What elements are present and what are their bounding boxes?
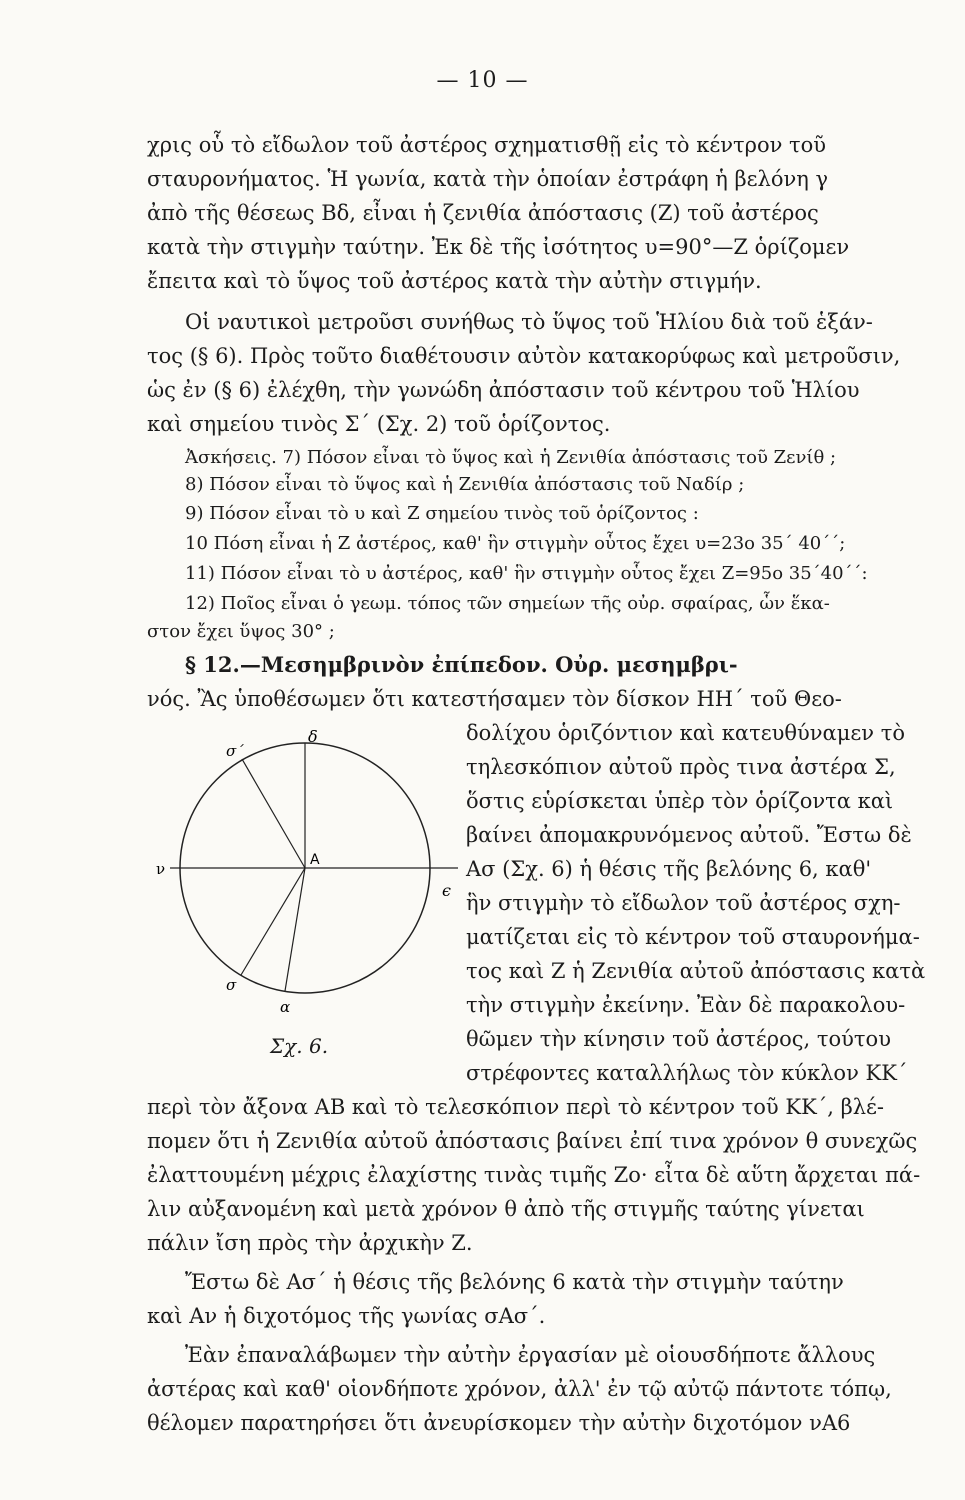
exercise-line: 12) Ποῖος εἶναι ὁ γεωμ. τόπος τῶν σημείων τῆς οὐρ. σφαίρας, ὧν ἕκα- <box>185 593 830 614</box>
text-line: νός. Ἂς ὑποθέσωμεν ὅτι κατεστήσαμεν τὸν δίσκον ΗΗ΄ τοῦ Θεο- <box>147 687 842 711</box>
text-line: ἔπειτα καὶ τὸ ὕψος τοῦ ἀστέρος κατὰ τὴν αὐτὴν στιγμήν. <box>147 269 762 293</box>
text-line: Οἱ ναυτικοὶ μετροῦσι συνήθως τὸ ὕψος τοῦ Ἡλίου διὰ τοῦ ἑξάν- <box>185 310 873 334</box>
text-line: ἐλαττουμένη μέχρις ἐλαχίστης τινὰς τιμῆς Ζο· εἶτα δὲ αὕτη ἄρχεται πά- <box>147 1163 921 1187</box>
exercise-line: 8) Πόσον εἶναι τὸ ὕψος καὶ ἡ Ζενιθία ἀπόστασις τοῦ Ναδίρ ; <box>185 474 745 495</box>
text-line: τος καὶ Ζ ἡ Ζενιθία αὐτοῦ ἀπόστασις κατὰ <box>466 959 926 983</box>
text-line: τὴν στιγμὴν ἐκείνην. Ἐὰν δὲ παρακολου- <box>466 993 906 1017</box>
figure-line-A-sigma-prime <box>242 759 305 868</box>
page-number: — 10 — <box>436 68 529 93</box>
text-line: ὅστις εὑρίσκεται ὑπὲρ τὸν ὁρίζοντα καὶ <box>466 789 894 813</box>
text-line: σταυρονήματος. Ἡ γωνία, κατὰ τὴν ὁποίαν ἐστράφη ἡ βελόνη γ <box>147 167 829 191</box>
figure-6-diagram <box>140 728 460 1028</box>
text-line: τος (§ 6). Πρὸς τοῦτο διαθέτουσιν αὐτὸν κατακορύφως καὶ μετροῦσιν, <box>147 344 901 368</box>
text-line: βαίνει ἀπομακρυνόμενος αὐτοῦ. Ἔστω δὲ <box>466 823 912 847</box>
text-line: ἀπὸ τῆς θέσεως Βδ, εἶναι ἡ ζενιθία ἀπόστασις (Ζ) τοῦ ἀστέρος <box>147 201 819 225</box>
figure-caption: Σχ. 6. <box>270 1034 329 1058</box>
text-line: δολίχου ὁριζόντιον καὶ κατευθύναμεν τὸ <box>466 721 905 745</box>
figure-label-sigma: σ <box>226 976 237 994</box>
exercise-line: Ἀσκήσεις. 7) Πόσον εἶναι τὸ ὕψος καὶ ἡ Ζενιθία ἀπόστασις τοῦ Ζενίθ ; <box>185 447 837 468</box>
exercise-line: στον ἔχει ὕψος 30° ; <box>147 621 335 642</box>
text-line: ματίζεται εἰς τὸ κέντρον τοῦ σταυρονήμα- <box>466 925 920 949</box>
figure-label-sigma-prime: σ΄ <box>226 742 244 760</box>
figure-label-delta: δ <box>308 728 318 746</box>
text-line: Ἐὰν ἐπαναλάβωμεν τὴν αὐτὴν ἐργασίαν μὲ οἱουσδήποτε ἄλλους <box>185 1343 876 1367</box>
text-line: ὡς ἐν (§ 6) ἐλέχθη, τὴν γωνώδη ἀπόστασιν τοῦ κέντρου τοῦ Ἡλίου <box>147 378 860 402</box>
section-heading: § 12.—Μεσημβρινὸν ἐπίπεδον. Οὐρ. μεσημβρι- <box>185 652 738 677</box>
figure-label-A: Α <box>310 852 320 868</box>
text-line: ἀστέρας καὶ καθ' οἱονδήποτε χρόνον, ἀλλ' ἐν τῷ αὐτῷ πάντοτε τόπῳ, <box>147 1377 892 1401</box>
text-line: περὶ τὸν ἄξονα ΑΒ καὶ τὸ τελεσκόπιον περὶ τὸ κέντρον τοῦ ΚΚ΄, βλέ- <box>147 1095 885 1119</box>
text-line: πάλιν ἴση πρὸς τὴν ἀρχικὴν Ζ. <box>147 1231 473 1255</box>
text-line: κατὰ τὴν στιγμὴν ταύτην. Ἐκ δὲ τῆς ἰσότητος υ=90°—Ζ ὁρίζομεν <box>147 235 850 259</box>
exercise-line: 11) Πόσον εἶναι τὸ υ ἀστέρος, καθ' ἣν στιγμὴν οὗτος ἔχει Ζ=95ο 35΄40΄΄: <box>185 563 868 584</box>
text-line: Ασ (Σχ. 6) ἡ θέσις τῆς βελόνης 6, καθ' <box>466 857 872 881</box>
text-line: στρέφοντες καταλλήλως τὸν κύκλον ΚΚ΄ <box>466 1061 908 1085</box>
figure-label-alpha: α <box>280 998 291 1016</box>
exercise-line: 10 Πόση εἶναι ἡ Ζ ἀστέρος, καθ' ἣν στιγμὴν οὗτος ἔχει υ=23ο 35΄ 40΄΄; <box>185 533 846 554</box>
text-line: πομεν ὅτι ἡ Ζενιθία αὐτοῦ ἀπόστασις βαίνει ἐπί τινα χρόνον θ συνεχῶς <box>147 1129 918 1153</box>
figure-line-A-alpha <box>285 868 305 991</box>
text-line: καὶ Αν ἡ διχοτόμος τῆς γωνίας σΑσ΄. <box>147 1304 546 1328</box>
figure-label-nu: ν <box>156 860 166 878</box>
text-line: χρις οὗ τὸ εἴδωλον τοῦ ἀστέρος σχηματισθῇ εἰς τὸ κέντρον τοῦ <box>147 133 827 157</box>
text-line: θῶμεν τὴν κίνησιν τοῦ ἀστέρος, τούτου <box>466 1027 891 1051</box>
text-line: θέλομεν παρατηρήσει ὅτι ἀνευρίσκομεν τὴν αὐτὴν διχοτόμον νΑ6 <box>147 1411 851 1435</box>
figure-label-epsilon: ϵ <box>442 881 451 900</box>
exercise-line: 9) Πόσον εἶναι τὸ υ καὶ Ζ σημείου τινὸς τοῦ ὁρίζοντος : <box>185 503 699 524</box>
text-line: καὶ σημείου τινὸς Σ΄ (Σχ. 2) τοῦ ὁρίζοντος. <box>147 412 611 436</box>
text-line: ἣν στιγμὴν τὸ εἴδωλον τοῦ ἀστέρος σχη- <box>466 891 901 915</box>
text-line: λιν αὐξανομένη καὶ μετὰ χρόνον θ ἀπὸ τῆς στιγμῆς ταύτης γίνεται <box>147 1197 865 1221</box>
text-line: Ἔστω δὲ Ασ΄ ἡ θέσις τῆς βελόνης 6 κατὰ τὴν στιγμὴν ταύτην <box>185 1270 844 1294</box>
text-line: τηλεσκόπιον αὐτοῦ πρὸς τινα ἀστέρα Σ, <box>466 755 896 779</box>
figure-line-A-sigma <box>241 868 305 975</box>
